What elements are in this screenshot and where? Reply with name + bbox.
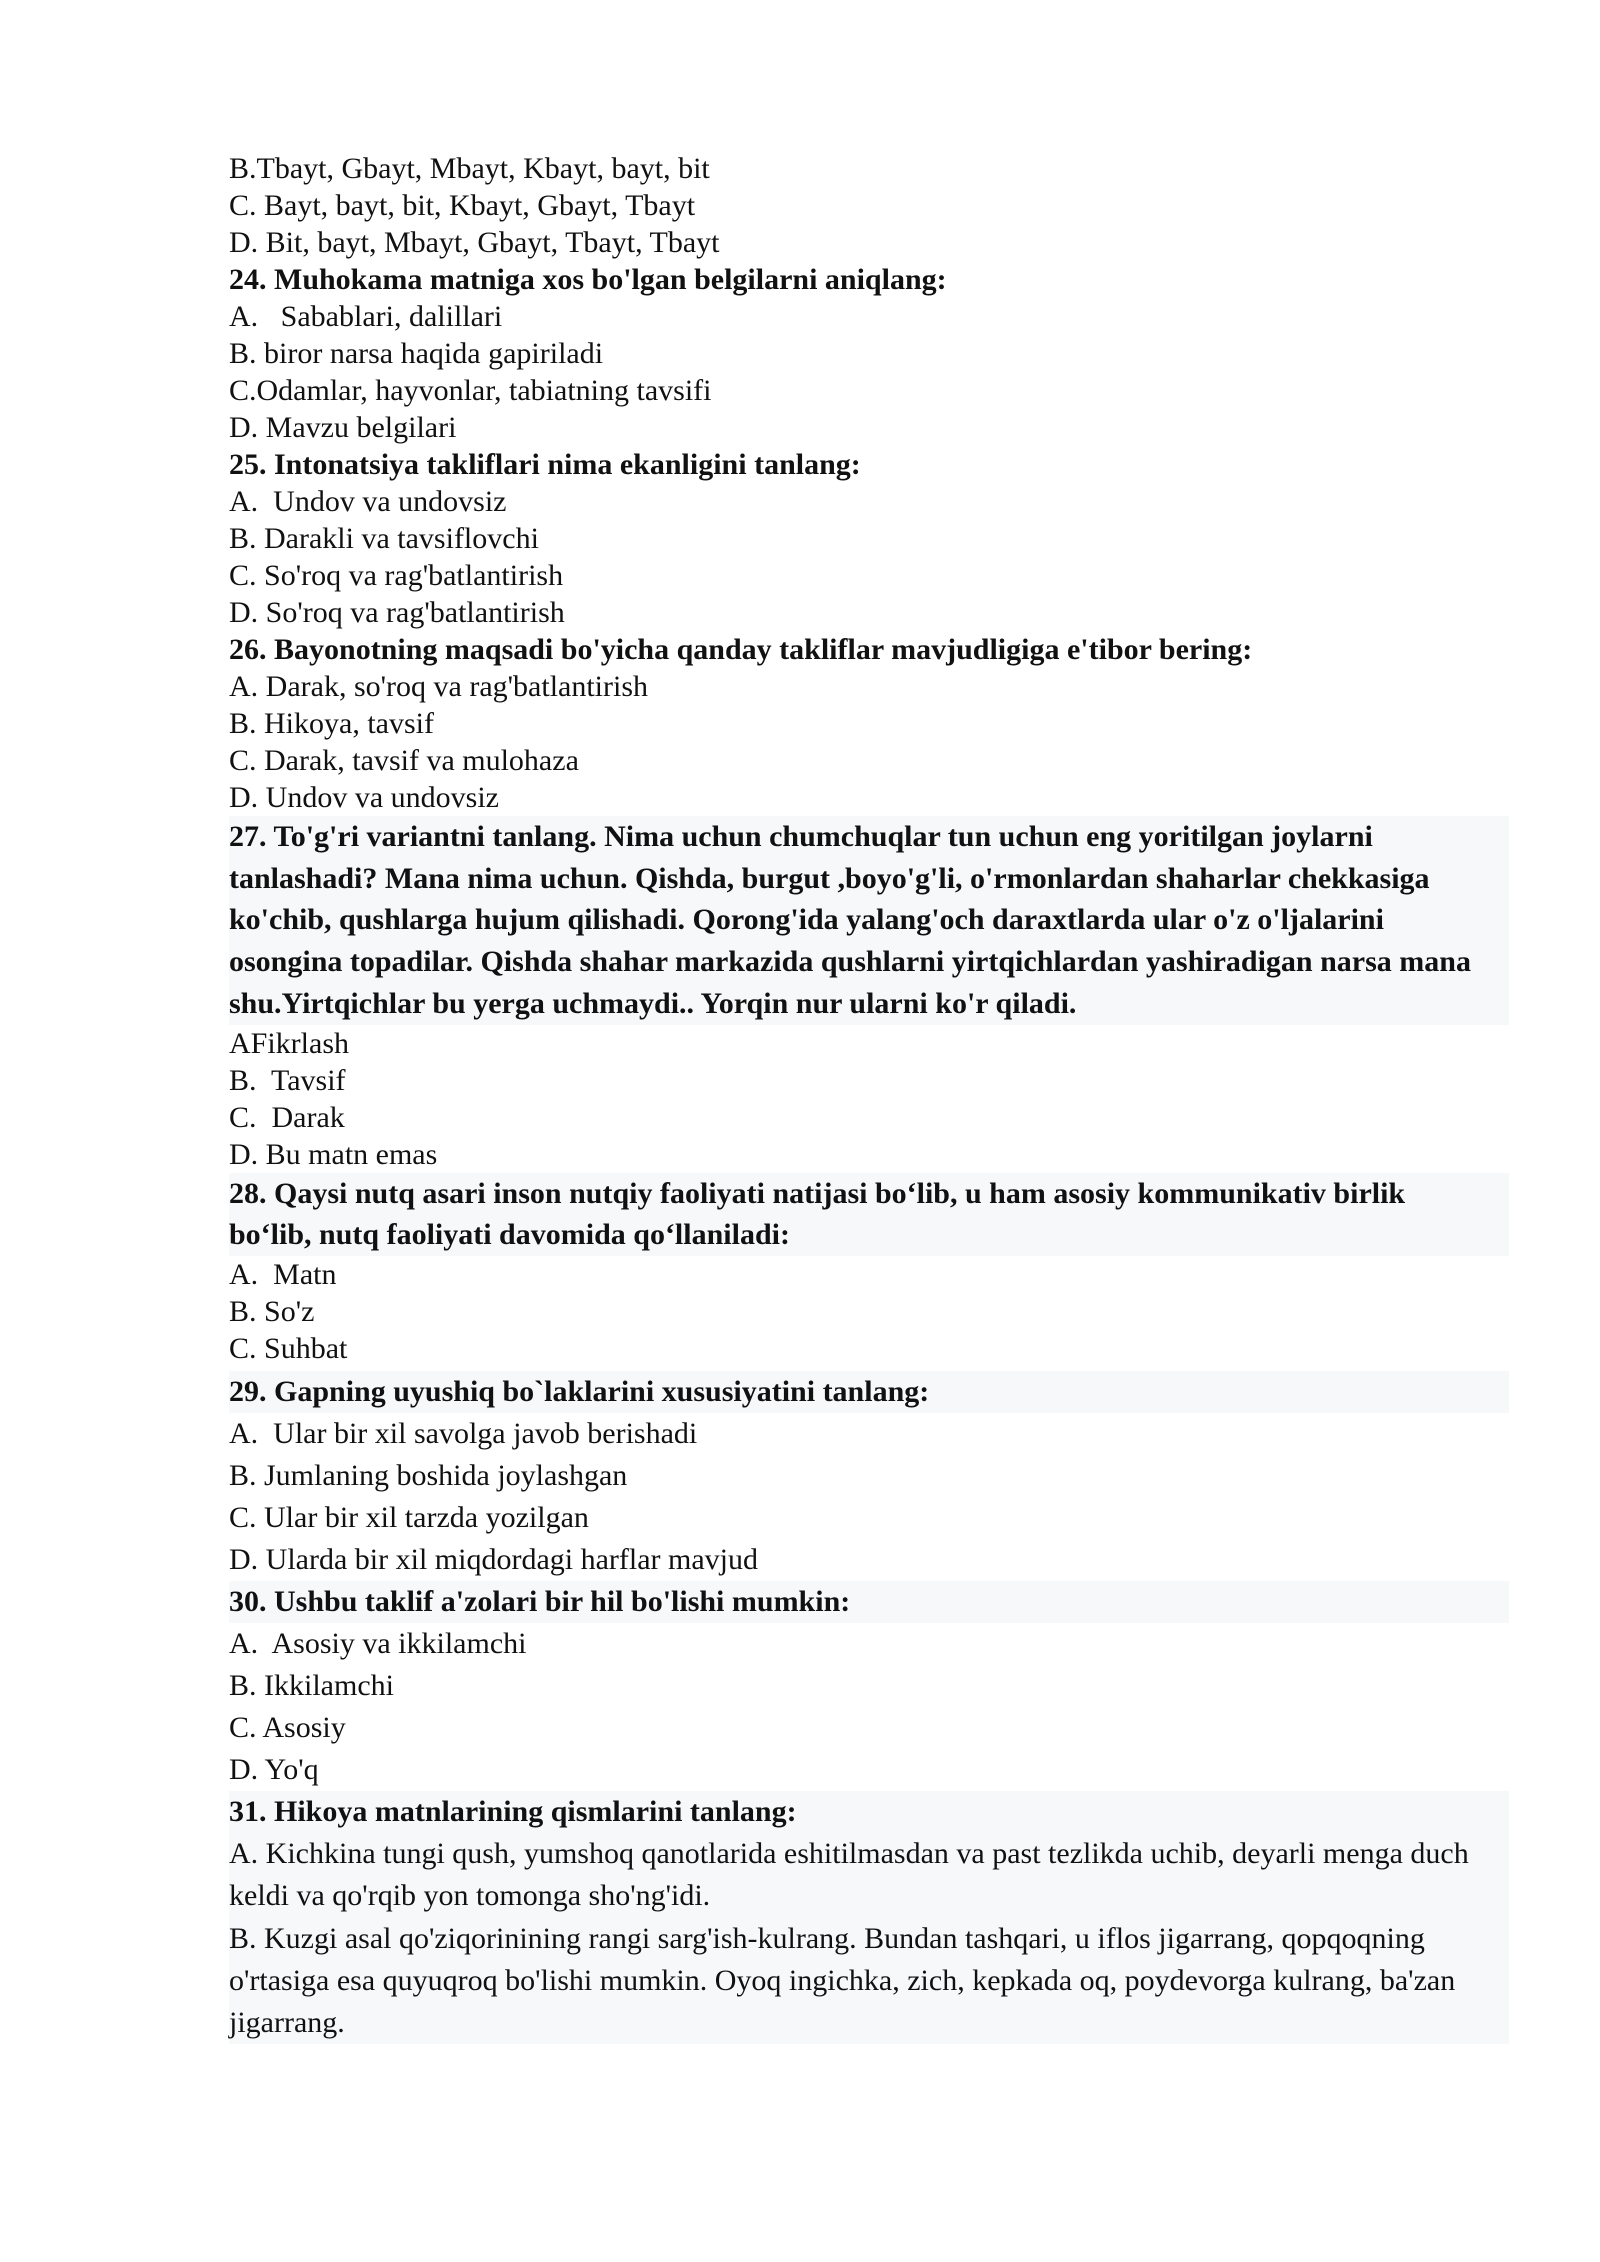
- line: D. Mavzu belgilari: [229, 411, 457, 444]
- question-24: 24. Muhokama matniga xos bo'lgan belgilarni aniqlang:: [229, 263, 947, 296]
- q30-option-b: B. Ikkilamchi: [229, 1668, 394, 1702]
- q31-option-a: A. Kichkina tungi qush, yumshoq qanotlarida eshitilmasdan va past tezlikda uchib, deyarli menga duch keldi va qo'rqib yon tomonga sho'ng'idi.: [229, 1833, 1509, 1917]
- line: B. Darakli va tavsiflovchi: [229, 522, 539, 555]
- line: C.Odamlar, hayvonlar, tabiatning tavsifi: [229, 374, 712, 407]
- line: D. Bit, bayt, Mbayt, Gbayt, Tbayt, Tbayt: [229, 226, 720, 259]
- line: B. biror narsa haqida gapiriladi: [229, 337, 604, 370]
- document-body: [229, 150, 1489, 2044]
- q30-option-c: C. Asosiy: [229, 1710, 346, 1744]
- q31-option-b: B. Kuzgi asal qo'ziqorinining rangi sarg'ish-kulrang. Bundan tashqari, u iflos jigarrang, qopqoqning o'rtasiga esa quyuqroq bo'lishi mumkin. Oyoq ingichka, zich, kepkada oq, poydevorga kulrang, ba'zan jigarrang.: [229, 1918, 1509, 2045]
- q29-option-b: B. Jumlaning boshida joylashgan: [229, 1458, 628, 1492]
- q27-option-b: B. Tavsif: [229, 1063, 346, 1097]
- line: C. Bayt, bayt, bit, Kbayt, Gbayt, Tbayt: [229, 189, 696, 222]
- line: A. Darak, so'roq va rag'batlantirish: [229, 670, 649, 703]
- line: A. Undov va undovsiz: [229, 485, 507, 518]
- q29-option-d: D. Ularda bir xil miqdordagi harflar mavjud: [229, 1542, 759, 1576]
- q30-option-d: D. Yo'q: [229, 1752, 319, 1786]
- question-28: 28. Qaysi nutq asari inson nutqiy faoliyati natijasi bo‘lib, u ham asosiy kommunikativ birlik bo‘lib, nutq faoliyati davomida qo‘llaniladi:: [229, 1173, 1509, 1256]
- line: D. Undov va undovsiz: [229, 781, 499, 814]
- line: D. So'roq va rag'batlantirish: [229, 596, 565, 629]
- q27-option-c: C. Darak: [229, 1100, 345, 1134]
- q28-option-c: C. Suhbat: [229, 1331, 348, 1365]
- question-25: 25. Intonatsiya takliflari nima ekanligini tanlang:: [229, 448, 861, 481]
- q29-option-a: A. Ular bir xil savolga javob berishadi: [229, 1416, 698, 1450]
- question-27: 27. To'g'ri variantni tanlang. Nima uchun chumchuqlar tun uchun eng yoritilgan joylarni tanlashadi? Mana nima uchun. Qishda, burgut ,boyo'g'li, o'rmonlardan shaharlar chekkasiga ko'chib, qushlarga hujum qilishadi. Qorong'ida yalang'och daraxtlarda ular o'z o'ljalarini osongina topadilar. Qishda shahar markazida qushlarni yirtqichlardan yashiradigan narsa mana shu.Yirtqichlar bu yerga uchmaydi.. Yorqin nur ularni ko'r qiladi.: [229, 816, 1509, 1025]
- q28-option-b: B. So'z: [229, 1294, 315, 1328]
- q29-option-c: C. Ular bir xil tarzda yozilgan: [229, 1500, 589, 1534]
- line: B.Tbayt, Gbayt, Mbayt, Kbayt, bayt, bit: [229, 152, 710, 185]
- q27-option-a: AFikrlash: [229, 1026, 349, 1060]
- q30-option-a: A. Asosiy va ikkilamchi: [229, 1626, 527, 1660]
- line: B. Hikoya, tavsif: [229, 707, 434, 740]
- q27-option-d: D. Bu matn emas: [229, 1137, 438, 1171]
- line: C. So'roq va rag'batlantirish: [229, 559, 564, 592]
- line: C. Darak, tavsif va mulohaza: [229, 744, 579, 777]
- line: A. Sabablari, dalillari: [229, 300, 503, 333]
- question-30: 30. Ushbu taklif a'zolari bir hil bo'lishi mumkin:: [229, 1581, 1509, 1623]
- question-31: 31. Hikoya matnlarining qismlarini tanlang:: [229, 1791, 1509, 1833]
- q28-option-a: A. Matn: [229, 1257, 337, 1291]
- question-29: 29. Gapning uyushiq bo`laklarini xususiyatini tanlang:: [229, 1371, 1509, 1413]
- question-26: 26. Bayonotning maqsadi bo'yicha qanday takliflar mavjudligiga e'tibor bering:: [229, 633, 1253, 666]
